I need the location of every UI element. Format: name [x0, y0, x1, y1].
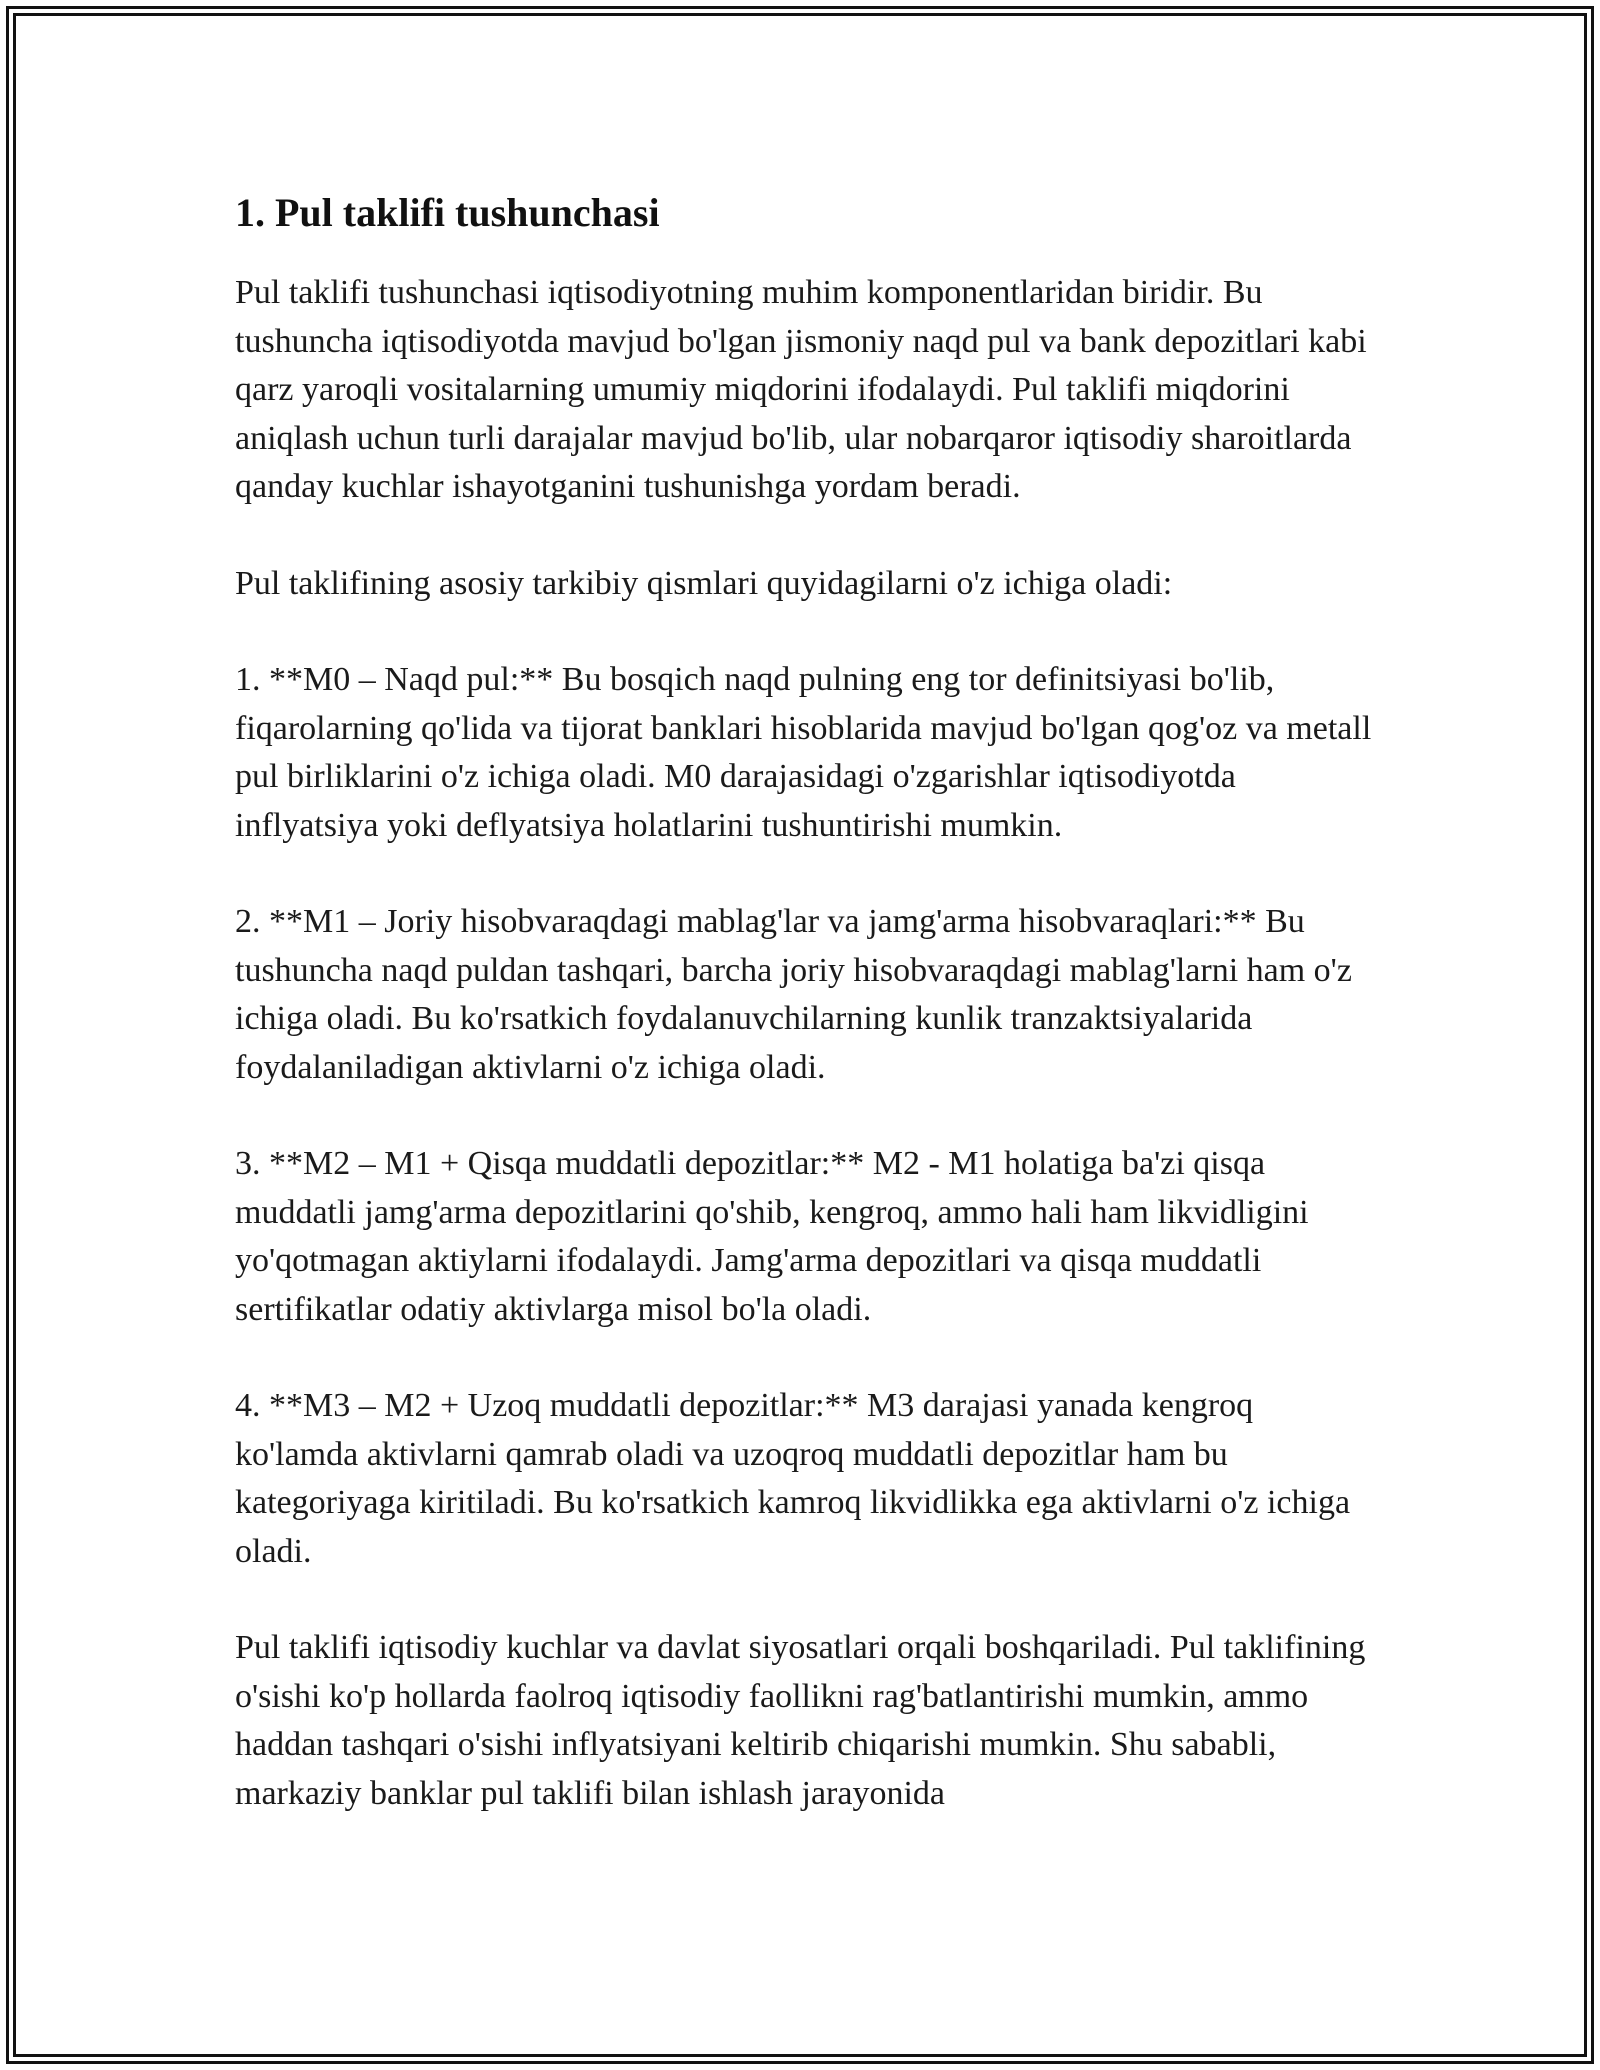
paragraph-components-lead: Pul taklifining asosiy tarkibiy qismlari quyidagilarni o'z ichiga oladi: [235, 564, 1173, 602]
list-item-m0: 1. **M0 – Naqd pul:** Bu bosqich naqd pulning eng tor definitsiyasi bo'lib, fiqarolarning qo'lida va tijorat banklari hisoblarida mavjud bo'lgan qog'oz va metall pul birliklarini o'z ichiga oladi. M0 darajasidagi o'zgarishlar iqtisodiyotda inflyatsiya yoki deflyatsiya holatlarini tushuntirishi mumkin. [235, 661, 1372, 844]
page-title: 1. Pul taklifi tushunchasi [235, 190, 660, 235]
paragraph-regulation: Pul taklifi iqtisodiy kuchlar va davlat siyosatlari orqali boshqariladi. Pul taklifining o'sishi ko'p hollarda faolroq iqtisodiy faollikni rag'batlantirishi mumkin, ammo haddan tashqari o'sishi inflyatsiyani keltirib chiqarishi mumkin. Shu sababli, markaziy banklar pul taklifi bilan ishlash jarayonida [235, 1629, 1366, 1812]
paragraph-intro: Pul taklifi tushunchasi iqtisodiyotning muhim komponentlaridan biridir. Bu tushuncha iqtisodiyotda mavjud bo'lgan jismoniy naqd pul va bank depozitlari kabi qarz yaroqli vositalarning umumiy miqdorini ifodalaydi. Pul taklifi miqdorini aniqlash uchun turli darajalar mavjud bo'lib, ular nobarqaror iqtisodiy sharoitlarda qanday kuchlar ishayotganini tushunishga yordam beradi. [235, 274, 1367, 505]
list-item-m1: 2. **M1 – Joriy hisobvaraqdagi mablag'lar va jamg'arma hisobvaraqlari:** Bu tushuncha naqd puldan tashqari, barcha joriy hisobvaraqdagi mablag'larni ham o'z ichiga oladi. Bu ko'rsatkich foydalanuvchilarning kunlik tranzaktsiyalarida foydalaniladigan aktivlarni o'z ichiga oladi. [235, 903, 1352, 1086]
document-body [235, 185, 1380, 1818]
list-item-m3: 4. **M3 – M2 + Uzoq muddatli depozitlar:** M3 darajasi yanada kengroq ko'lamda aktivlarni qamrab oladi va uzoqroq muddatli depozitlar ham bu kategoriyaga kiritiladi. Bu ko'rsatkich kamroq likvidlikka ega aktivlarni o'z ichiga oladi. [235, 1387, 1351, 1570]
list-item-m2: 3. **M2 – M1 + Qisqa muddatli depozitlar:** M2 - M1 holatiga ba'zi qisqa muddatli jamg'arma depozitlarini qo'shib, kengroq, ammo hali ham likvidligini yo'qotmagan aktiylarni ifodalaydi. Jamg'arma depozitlari va qisqa muddatli sertifikatlar odatiy aktivlarga misol bo'la oladi. [235, 1145, 1309, 1328]
